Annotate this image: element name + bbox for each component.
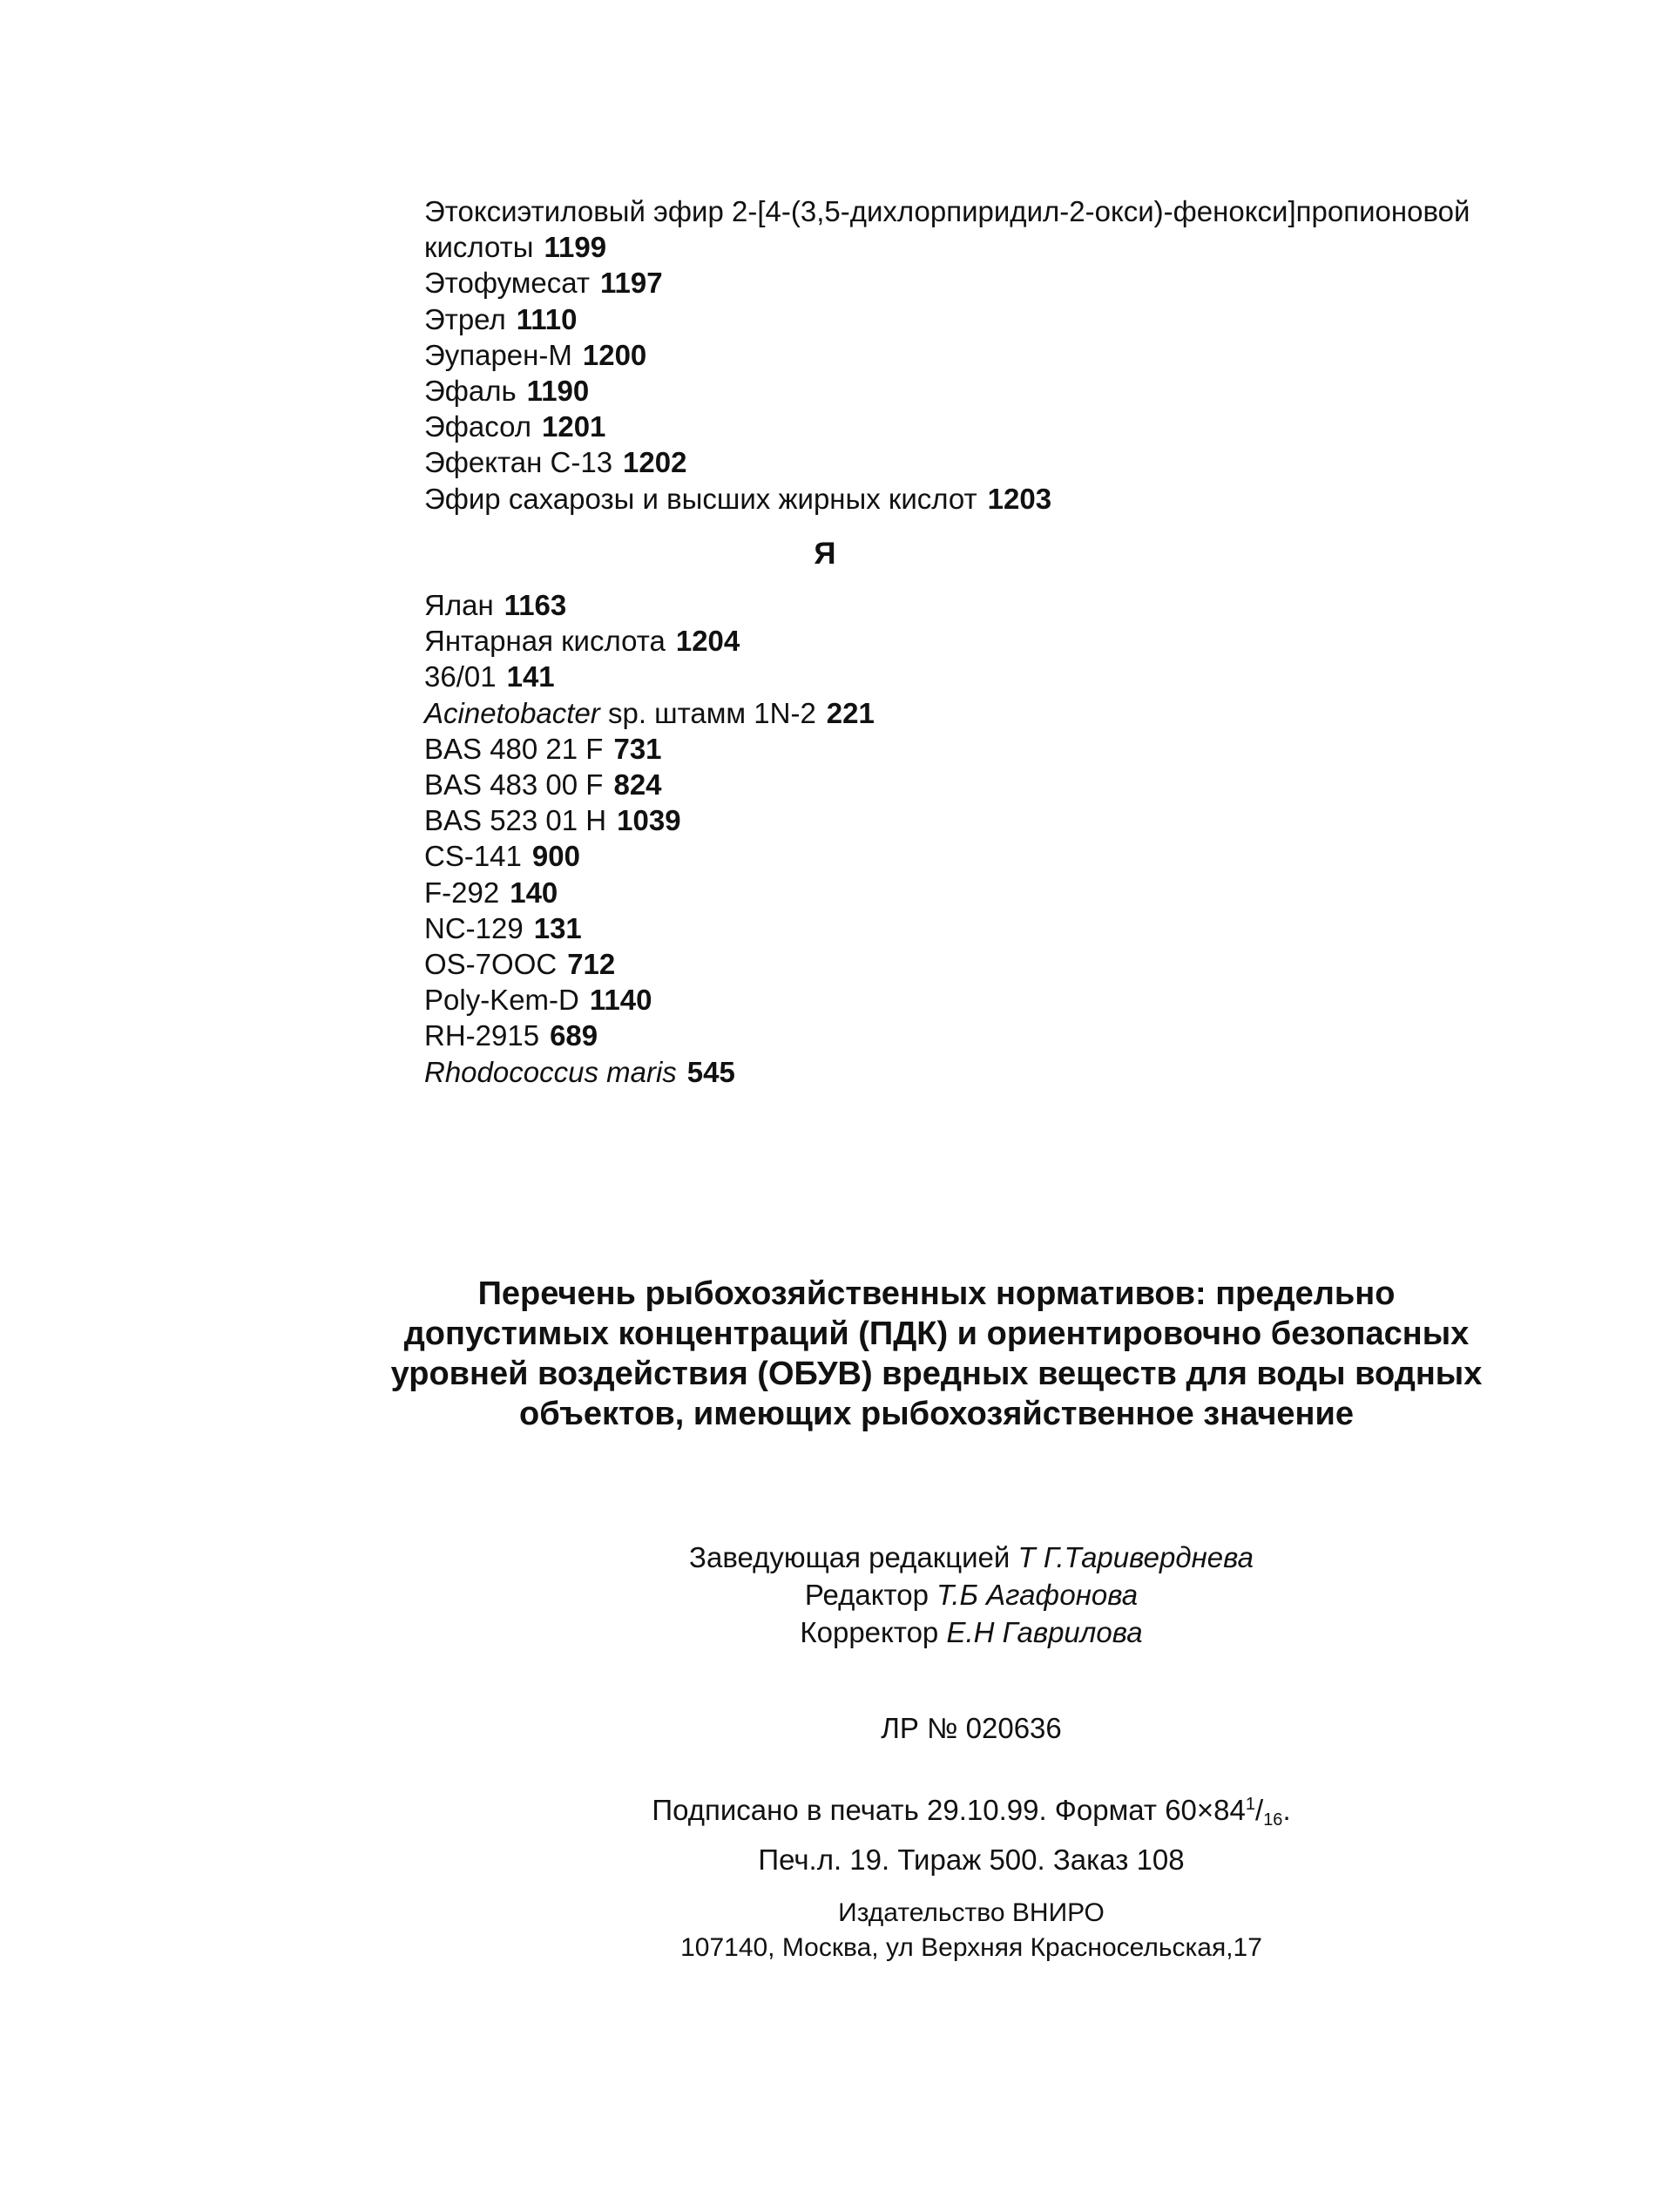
format-fraction-slash: / <box>1255 1794 1264 1826</box>
index-page-number: 1200 <box>582 338 647 371</box>
index-term: Янтарная кислота <box>424 625 666 658</box>
index-term: Ялан <box>424 589 494 622</box>
index-term: Эфир сахарозы и высших жирных кислот <box>424 482 977 515</box>
index-term: NC-129 <box>424 911 524 944</box>
editorial-credits <box>523 1539 1420 1651</box>
publisher-name: Издательство ВНИРО <box>838 1898 1105 1927</box>
index-page-number: 731 <box>613 732 662 765</box>
index-page-number: 545 <box>686 1055 735 1088</box>
index-term: Эупарен-М <box>424 338 572 371</box>
format-fraction-denominator: 16 <box>1263 1810 1283 1830</box>
index-term: Эфасол <box>424 410 531 443</box>
credit-line <box>523 1539 1420 1576</box>
print-format-text: Подписано в печать 29.10.99. Формат 60×84 <box>652 1794 1246 1826</box>
index-term: OS-7OOC <box>424 948 558 981</box>
index-entry <box>424 337 1583 373</box>
index-entry <box>424 982 1583 1018</box>
index-entry <box>424 838 1583 874</box>
index-entry <box>424 1018 1583 1053</box>
index-entry <box>424 910 1583 946</box>
index-term: RH-2915 <box>424 1019 540 1052</box>
index-page-number: 1039 <box>617 804 681 837</box>
credit-role: Корректор <box>800 1616 939 1648</box>
index-entry <box>424 301 1583 337</box>
publisher-info <box>523 1896 1420 1965</box>
index-page-number: 1197 <box>600 267 663 300</box>
index-page-number: 900 <box>531 840 580 873</box>
credit-role: Заведующая редакцией <box>689 1541 1010 1573</box>
index-term: F-292 <box>424 876 500 909</box>
index-term-italic: Acinetobacter <box>424 696 600 729</box>
index-term: 36/01 <box>424 660 497 693</box>
index-page-number: 1190 <box>526 375 590 408</box>
index-term: Этофумесат <box>424 267 591 300</box>
book-title-line: уровней воздействия (ОБУВ) вредных веществ для воды водных <box>390 1356 1483 1392</box>
index-entry <box>424 409 1583 444</box>
credit-name: Т.Б Агафонова <box>936 1579 1139 1611</box>
index-entry <box>424 1054 1583 1090</box>
index-entry <box>424 444 1583 480</box>
index-term: BAS 480 21 F <box>424 732 604 765</box>
index-entry <box>424 946 1583 982</box>
index-entry <box>424 265 1583 301</box>
index-page-number: 1110 <box>516 302 578 335</box>
index-term: Этоксиэтиловый эфир 2-[4-(3,5-дихлорпиридил-2-окси)-фенокси]пропионовой кислоты <box>424 195 1470 264</box>
index-entry <box>424 875 1583 910</box>
index-term-italic: Rhodococcus maris <box>424 1055 677 1088</box>
credit-name: Т Г.Тариверднева <box>1017 1541 1254 1573</box>
index-entry <box>424 731 1583 767</box>
book-title-line: Перечень рыбохозяйственных нормативов: предельно <box>477 1275 1396 1312</box>
index-term: BAS 523 01 H <box>424 804 607 837</box>
book-title-line: допустимых концентраций (ПДК) и ориентировочно безопасных <box>403 1316 1470 1352</box>
index-page-number: 131 <box>533 911 582 944</box>
index-entry <box>424 623 1583 659</box>
index-page-number: 221 <box>826 696 875 729</box>
index-entry <box>424 587 1583 623</box>
index-page-number: 141 <box>506 660 555 693</box>
credit-line <box>523 1576 1420 1613</box>
index-page-number: 712 <box>567 948 616 981</box>
license-number: ЛР № 020636 <box>881 1712 1062 1744</box>
index-entry <box>424 373 1583 409</box>
credit-name: Е.Н Гаврилова <box>946 1616 1143 1648</box>
index-term: CS-141 <box>424 840 522 873</box>
index-entry <box>424 767 1583 802</box>
index-term: sp. штамм 1N-2 <box>599 696 816 729</box>
index-term: Эфаль <box>424 375 517 408</box>
index-page-number: 1201 <box>541 410 606 443</box>
credit-role: Редактор <box>804 1579 929 1611</box>
index-page-number: 1203 <box>987 482 1052 515</box>
format-fraction-numerator: 1 <box>1245 1795 1256 1814</box>
alphabetical-index <box>424 193 1583 1090</box>
index-term: Эфектан С-13 <box>424 446 613 479</box>
print-info-line: Печ.л. 19. Тираж 500. Заказ 108 <box>758 1843 1185 1876</box>
book-title-line: объектов, имеющих рыбохозяйственное значение <box>519 1396 1354 1432</box>
section-letter: Я <box>814 536 836 571</box>
index-page-number: 1204 <box>675 625 740 658</box>
book-title <box>314 1274 1559 1434</box>
print-info-line <box>523 1784 1420 1840</box>
credit-line <box>523 1613 1420 1651</box>
index-page-number: 1199 <box>544 231 607 264</box>
index-term: BAS 483 00 F <box>424 768 604 802</box>
index-entry <box>424 193 1583 265</box>
publisher-address: 107140, Москва, ул Верхняя Красносельская,17 <box>680 1933 1262 1962</box>
print-format-end: . <box>1282 1794 1291 1826</box>
index-page-number: 689 <box>550 1019 598 1052</box>
index-entry <box>424 481 1583 517</box>
index-entry <box>424 695 1583 731</box>
index-page-number: 1202 <box>623 446 687 479</box>
index-term: Этрел <box>424 302 506 335</box>
index-page-number: 1163 <box>504 589 567 622</box>
index-entry <box>424 659 1583 694</box>
index-page-number: 824 <box>613 768 662 802</box>
index-page-number: 1140 <box>589 984 652 1017</box>
index-term: Poly-Kem-D <box>424 984 579 1017</box>
print-info <box>523 1784 1420 1880</box>
index-entry <box>424 802 1583 838</box>
index-page-number: 140 <box>510 876 558 909</box>
